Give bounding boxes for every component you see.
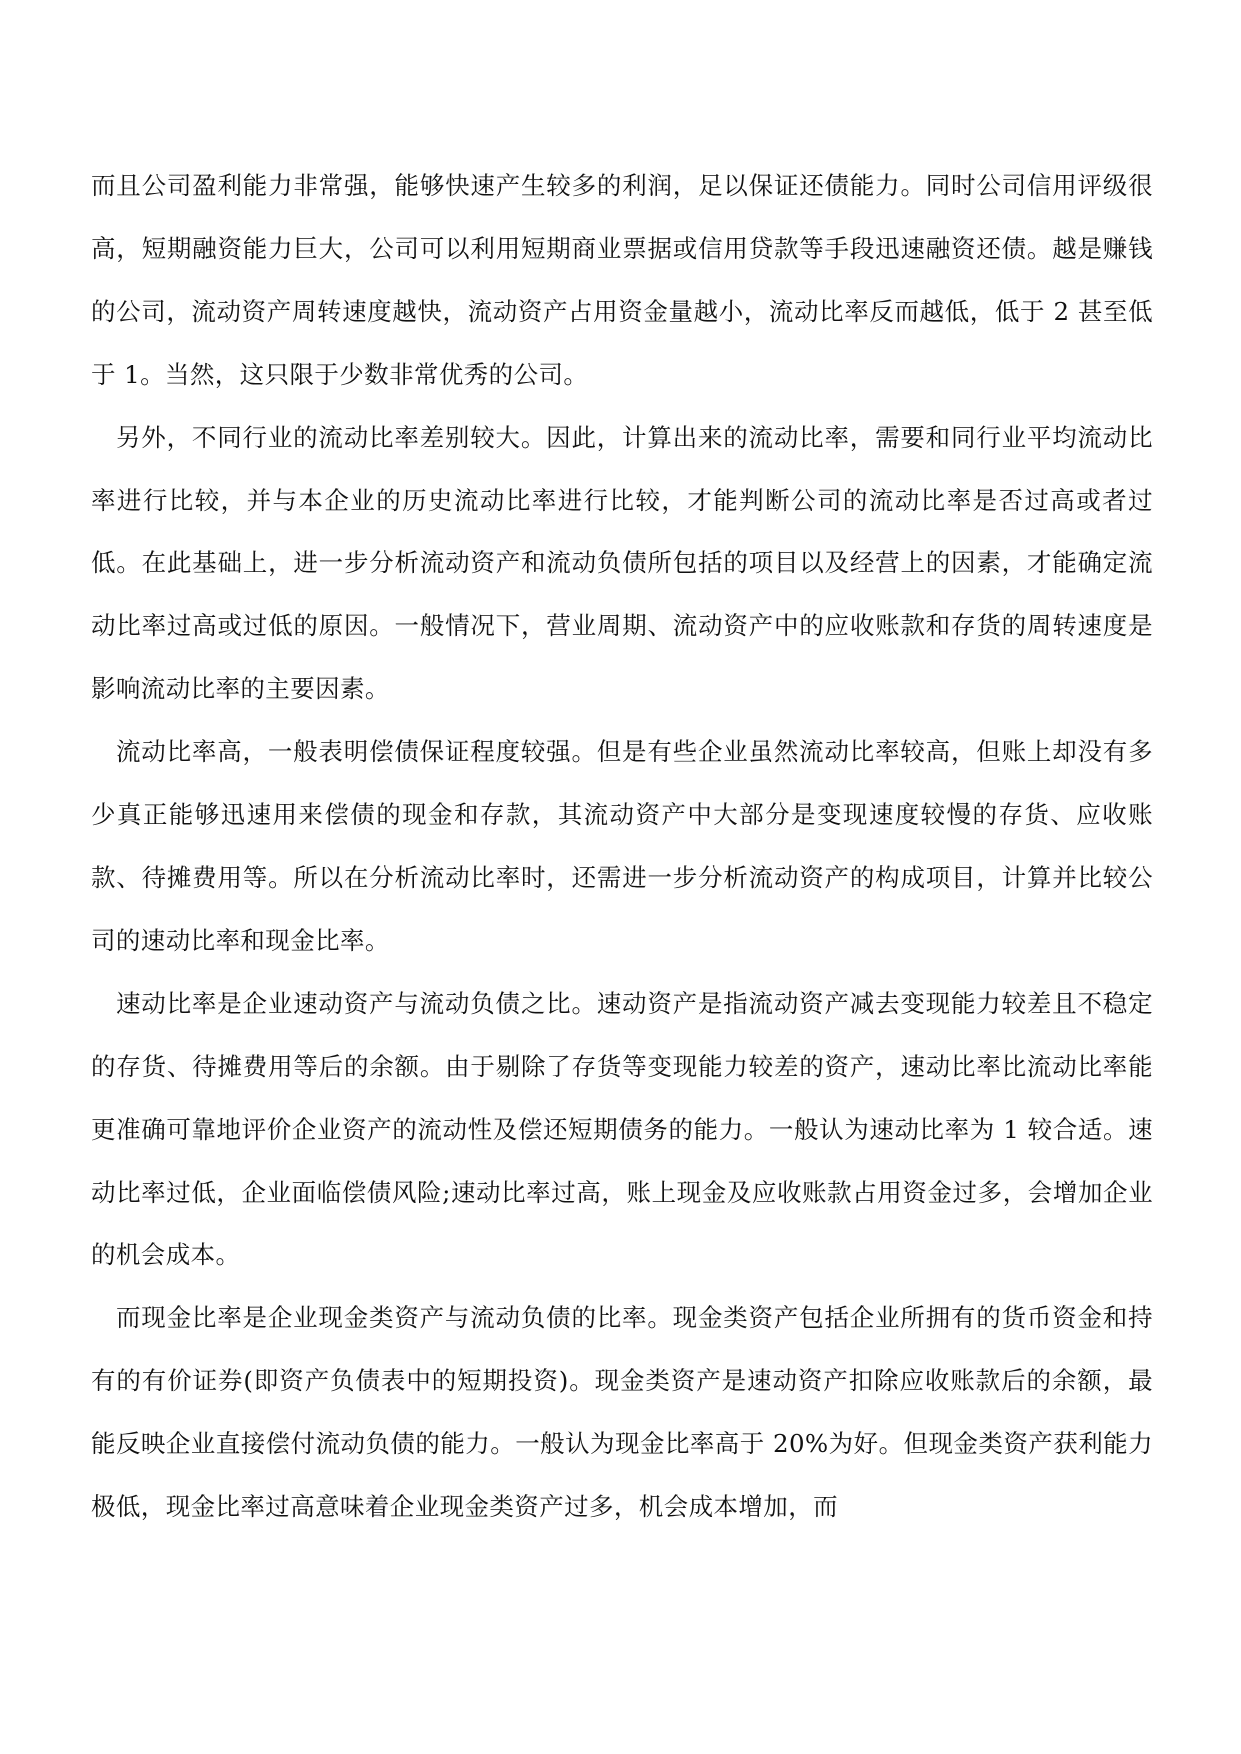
paragraph-2: 另外，不同行业的流动比率差别较大。因此，计算出来的流动比率，需要和同行业平均流动比率进行比较，并与本企业的历史流动比率进行比较，才能判断公司的流动比率是否过高或者过低。在此基础上，进一步分析流动资产和流动负债所包括的项目以及经营上的因素，才能确定流动比率过高或过低的原因。一般情况下，营业周期、流动资产中的应收账款和存货的周转速度是影响流动比率的主要因素。 <box>91 422 1153 704</box>
paragraph-5: 而现金比率是企业现金类资产与流动负债的比率。现金类资产包括企业所拥有的货币资金和持有的有价证券(即资产负债表中的短期投资)。现金类资产是速动资产扣除应收账款后的余额，最能反映企业直接偿付流动负债的能力。一般认为现金比率高于 20%为好。但现金类资产获利能力极低，现金比率过高意味着企业现金类资产过多，机会成本增加，而 <box>91 1303 1153 1522</box>
document-body <box>91 155 1153 1539</box>
paragraph-3: 流动比率高，一般表明偿债保证程度较强。但是有些企业虽然流动比率较高，但账上却没有多少真正能够迅速用来偿债的现金和存款，其流动资产中大部分是变现速度较慢的存货、应收账款、待摊费用等。所以在分析流动比率时，还需进一步分析流动资产的构成项目，计算并比较公司的速动比率和现金比率。 <box>91 737 1153 955</box>
paragraph-4: 速动比率是企业速动资产与流动负债之比。速动资产是指流动资产减去变现能力较差且不稳定的存货、待摊费用等后的余额。由于剔除了存货等变现能力较差的资产，速动比率比流动比率能更准确可靠地评价企业资产的流动性及偿还短期债务的能力。一般认为速动比率为 1 较合适。速动比率过低，企业面临偿债风险;速动比率过高，账上现金及应收账款占用资金过多，会增加企业的机会成本。 <box>91 988 1153 1270</box>
paragraph-1: 而且公司盈利能力非常强，能够快速产生较多的利润，足以保证还债能力。同时公司信用评级很高，短期融资能力巨大，公司可以利用短期商业票据或信用贷款等手段迅速融资还债。越是赚钱的公司，流动资产周转速度越快，流动资产占用资金量越小，流动比率反而越低，低于 2 甚至低于 1。当然，这只限于少数非常优秀的公司。 <box>91 171 1153 389</box>
